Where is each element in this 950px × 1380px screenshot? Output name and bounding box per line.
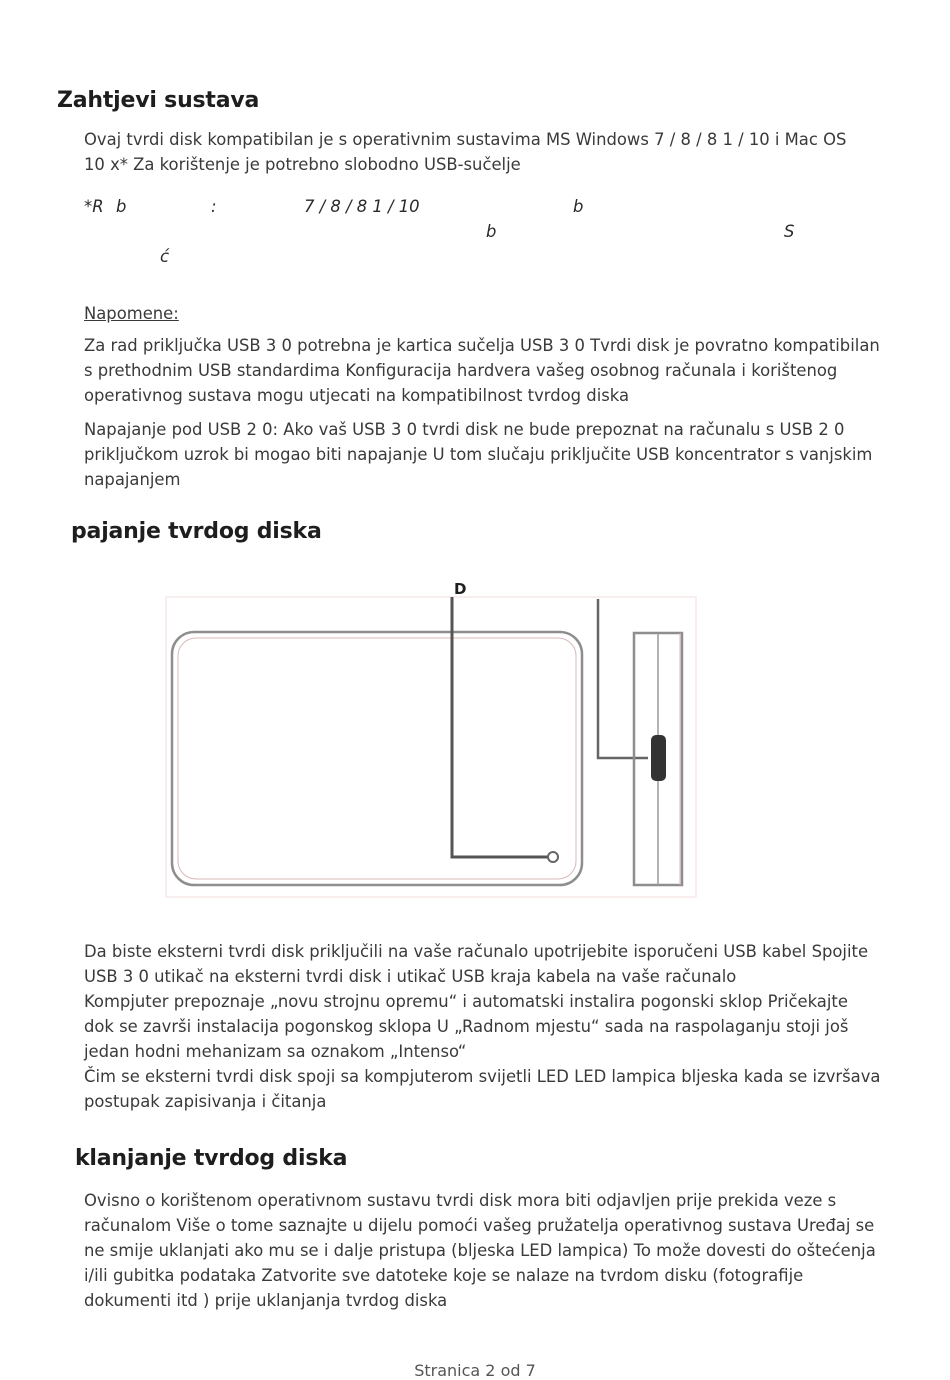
text-line: postupak zapisivanja i čitanja [84, 1092, 327, 1111]
text-line: Za rad priključka USB 3 0 potrebna je kartica sučelja USB 3 0 Tvrdi disk je povratno kompatibilan [84, 336, 880, 355]
hard-drive-diagram [160, 575, 720, 905]
heading-requirements: Zahtjevi sustava [57, 88, 260, 113]
text-line: Čim se eksterni tvrdi disk spoji sa kompjuterom svijetli LED LED lampica bljeska kada se izvršava [84, 1067, 881, 1086]
led-indicator [548, 852, 558, 862]
footnote-fragment: b [573, 197, 584, 216]
footnote-fragment: 7 / 8 / 8 1 / 10 [304, 197, 420, 216]
notes-label: Napomene: [84, 304, 179, 323]
usb-port [651, 735, 666, 781]
text-line: Ovisno o korištenom operativnom sustavu tvrdi disk mora biti odjavljen prije prekida veze s [84, 1191, 837, 1210]
heading-connect: pajanje tvrdog diska [71, 519, 322, 544]
text-line: napajanjem [84, 470, 181, 489]
footnote-fragment: b [116, 197, 127, 216]
text-line: 10 x* Za korištenje je potrebno slobodno USB-sučelje [84, 155, 521, 174]
text-line: dok se završi instalacija pogonskog sklopa U „Radnom mjestu“ sada na raspolaganju stoji još [84, 1017, 849, 1036]
page-footer: Stranica 2 od 7 [414, 1361, 536, 1380]
footnote-fragment: ć [160, 247, 170, 266]
text-line: Napajanje pod USB 2 0: Ako vaš USB 3 0 tvrdi disk ne bude prepoznat na računalu s USB 2 0 [84, 420, 845, 439]
connector-leader-line [598, 599, 648, 758]
drive-body-outline [172, 632, 582, 885]
connect-paragraph [84, 939, 904, 1114]
notes-paragraph-2 [84, 417, 904, 492]
text-line: priključkom uzrok bi mogao biti napajanje U tom slučaju priključite USB koncentrator s vanjskim [84, 445, 873, 464]
text-line: s prethodnim USB standardima Konfiguracija hardvera vašeg osobnog računala i korištenog [84, 361, 838, 380]
heading-remove: klanjanje tvrdog diska [75, 1146, 348, 1171]
text-line: ne smije uklanjati ako mu se i dalje pristupa (bljeska LED lampica) To može dovesti do oštećenja [84, 1241, 876, 1260]
remove-paragraph [84, 1188, 904, 1313]
text-line: Kompjuter prepoznaje „novu strojnu opremu“ i automatski instalira pogonski sklop Pričekajte [84, 992, 848, 1011]
drive-body-inner-outline [178, 638, 576, 879]
label-leader-line [452, 597, 548, 857]
footnote-fragment: *R [84, 197, 104, 216]
text-line: Da biste eksterni tvrdi disk priključili na vaše računalo upotrijebite isporučeni USB kabel Spojite [84, 942, 869, 961]
text-line: dokumenti itd ) prije uklanjanja tvrdog diska [84, 1291, 448, 1310]
notes-label-block [84, 301, 904, 326]
text-line: jedan hodni mehanizam sa oznakom „Intenso“ [84, 1042, 467, 1061]
text-line: računalom Više o tome saznajte u dijelu pomoći vašeg pružatelja operativnog sustava Uređaj se [84, 1216, 875, 1235]
notes-paragraph-1 [84, 333, 904, 408]
text-line: Ovaj tvrdi disk kompatibilan je s operativnim sustavima MS Windows 7 / 8 / 8 1 / 10 i Mac OS [84, 130, 847, 149]
footnote-fragment: S [784, 222, 795, 241]
footnote-fragment: : [211, 197, 217, 216]
text-line: i/ili gubitka podataka Zatvorite sve datoteke koje se nalaze na tvrdom disku (fotografije [84, 1266, 804, 1285]
footnote-fragment: b [486, 222, 497, 241]
text-line: operativnog sustava mogu utjecati na kompatibilnost tvrdog diska [84, 386, 630, 405]
requirements-paragraph [84, 127, 904, 177]
text-line: USB 3 0 utikač na eksterni tvrdi disk i utikač USB kraja kabela na vaše računalo [84, 967, 737, 986]
diagram-label: D [454, 580, 467, 598]
